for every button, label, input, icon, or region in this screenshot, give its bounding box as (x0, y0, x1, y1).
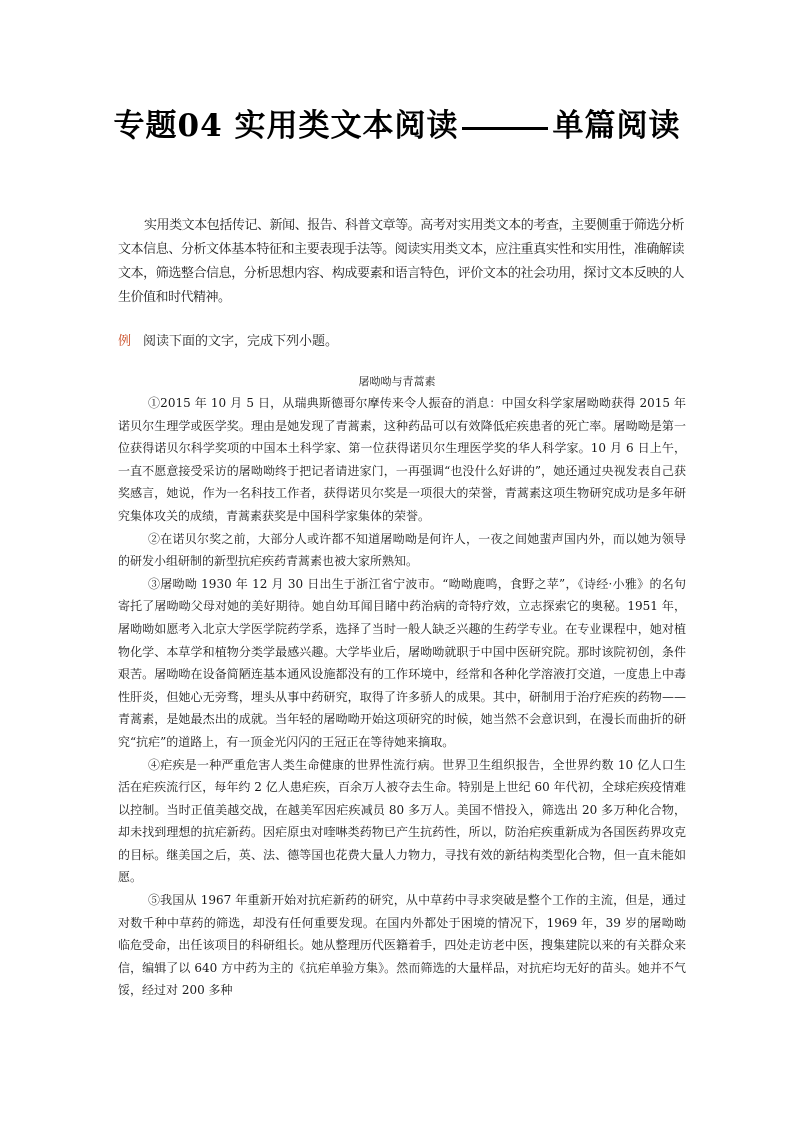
title-suffix: 单篇阅读 (552, 108, 681, 144)
example-tag: 例 (118, 334, 132, 349)
title-dash (462, 127, 548, 130)
intro-paragraph: 实用类文本包括传记、新闻、报告、科普文章等。高考对实用类文本的考查，主要侧重于筛选分析文本信息、分析文体基本特征和主要表现手法等。阅读实用类文本，应注重真实性和实用性，准确解读文本，筛选整合信息，分析思想内容、构成要素和语言特色，评价文本的社会功用，探讨文本反映的人生价值和时代精神。 (118, 218, 684, 305)
page-title (0, 100, 794, 145)
title-number: 04 (177, 108, 223, 144)
example-line (118, 330, 338, 349)
example-instruction: 阅读下面的文字，完成下列小题。 (143, 334, 339, 349)
article-paragraph-1: ①2015 年 10 月 5 日，从瑞典斯德哥尔摩传来令人振奋的消息：中国女科学家屠呦呦获得 2015 年诺贝尔生理学或医学奖。理由是她发现了青蒿素，这种药品可以有效降低疟疾患者的死亡率。屠呦呦是第一位获得诺贝尔科学奖项的中国本土科学家、第一位获得诺贝尔生理医学奖的华人科学家。10 月 6 日上午，一直不愿意接受采访的屠呦呦终于把记者请进家门，一再强调“也没什么好讲的”，她还通过央视发表自己获奖感言，她说，作为一名科技工作者，获得诺贝尔奖是一项很大的荣誉，青蒿素这项生物研究成功是多年研究集体攻关的成绩，青蒿素获奖是中国科学家集体的荣誉。 (118, 396, 686, 523)
article-title: 屠呦呦与青蒿素 (358, 375, 436, 388)
title-prefix: 专题 (113, 108, 178, 144)
article-paragraph-5: ⑤我国从 1967 年重新开始对抗疟新药的研究，从中草药中寻求突破是整个工作的主流，但是，通过对数千种中草药的筛选，却没有任何重要发现。在国内外都处于困境的情况下，1969 年，39 岁的屠呦呦临危受命，出任该项目的科研组长。她从整理历代医籍着手，四处走访老中医，搜集建院以来的有关群众来信，编辑了以 640 方中药为主的《抗疟单验方集》。然而筛选的大量样品，对抗疟均无好的苗头。她并不气馁，经过对 200 多种 (118, 893, 686, 998)
article-paragraph-3: ③屠呦呦 1930 年 12 月 30 日出生于浙江省宁波市。“呦呦鹿鸣，食野之苹”，《诗经·小雅》的名句寄托了屠呦呦父母对她的美好期待。她自幼耳闻目睹中药治病的奇特疗效，立志探索它的奥秘。1951 年，屠呦呦如愿考入北京大学医学院药学系，选择了当时一般人缺乏兴趣的生药学专业。在专业课程中，她对植物化学、本草学和植物分类学最感兴趣。大学毕业后，屠呦呦就职于中国中医研究院。那时该院初创，条件艰苦。屠呦呦在设备简陋连基本通风设施都没有的工作环境中，经常和各种化学溶液打交道，一度患上中毒性肝炎，但她心无旁骛，埋头从事中药研究，取得了许多骄人的成果。其中，研制用于治疗疟疾的药物——青蒿素，是她最杰出的成就。当年轻的屠呦呦开始这项研究的时候，她当然不会意识到，在漫长而曲折的研究“抗疟”的道路上，有一顶金光闪闪的王冠正在等待她来摘取。 (118, 576, 686, 749)
title-main: 实用类文本阅读 (234, 108, 459, 144)
article-body (118, 392, 686, 1002)
article-paragraph-2: ②在诺贝尔奖之前，大部分人或许都不知道屠呦呦是何许人，一夜之间她蜚声国内外，而以她为领导的研发小组研制的新型抗疟疾药青蒿素也被大家所熟知。 (118, 531, 686, 569)
article-paragraph-4: ④疟疾是一种严重危害人类生命健康的世界性流行病。世界卫生组织报告，全世界约数 10 亿人口生活在疟疾流行区，每年约 2 亿人患疟疾，百余万人被夺去生命。特别是上世纪 60 年代初，全球疟疾疫情难以控制。当时正值美越交战，在越美军因疟疾减员 80 多万人。美国不惜投入，筛选出 20 多万种化合物，却未找到理想的抗疟新药。因疟原虫对喹啉类药物已产生抗药性，所以，防治疟疾重新成为各国医药界攻克的目标。继美国之后，英、法、德等国也花费大量人力物力，寻找有效的新结构类型化合物，但一直未能如愿。 (118, 757, 686, 885)
